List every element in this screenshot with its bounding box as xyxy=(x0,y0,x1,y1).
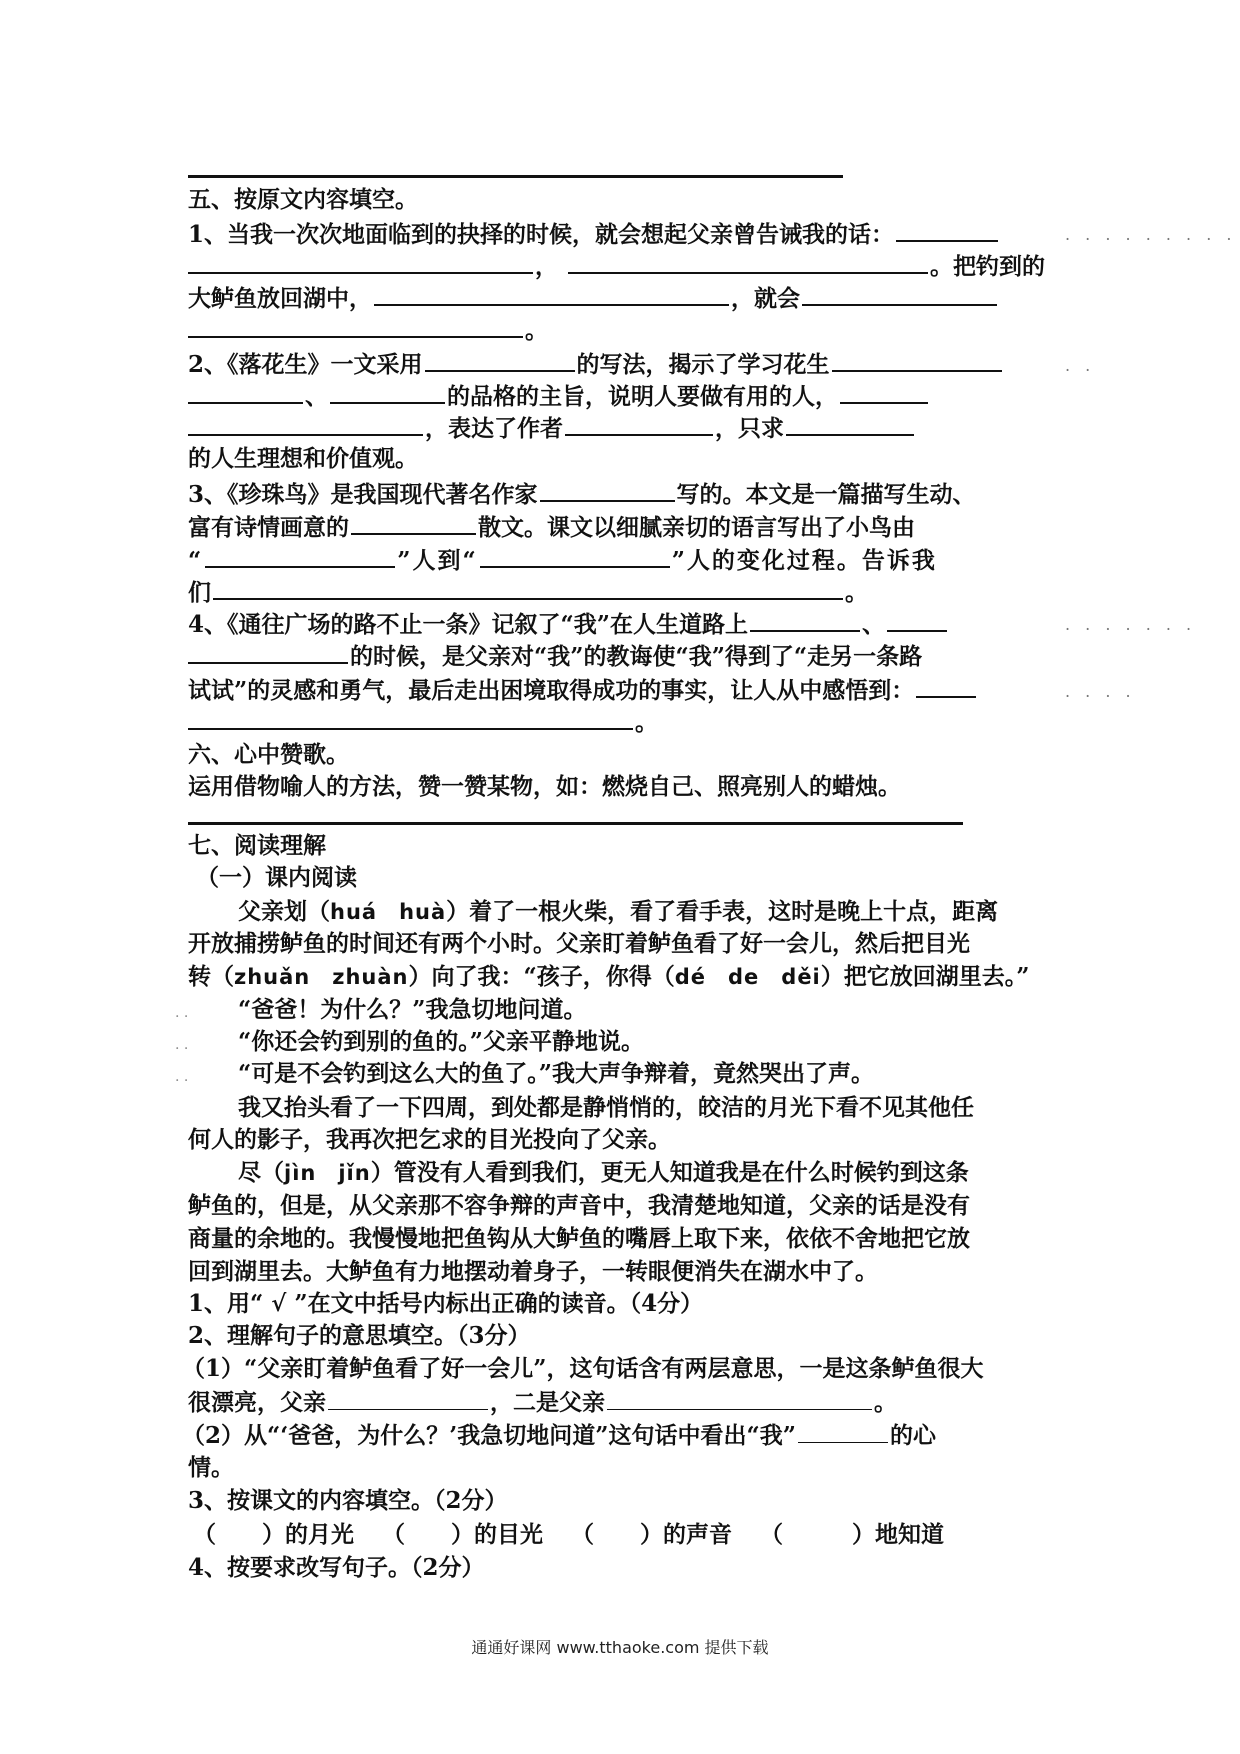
blank[interactable] xyxy=(802,282,997,306)
question-2: 2、理解句子的意思填空。（3分） xyxy=(188,1322,531,1349)
blank[interactable] xyxy=(213,576,843,600)
q5-3-line3: “ ”人到“ ”人的变化过程。告诉我 xyxy=(188,544,937,576)
margin-dots: . . . . . . . xyxy=(1065,615,1197,634)
fill-item[interactable]: （ ）的目光 xyxy=(382,1521,544,1548)
blank[interactable] xyxy=(188,314,523,338)
passage-p1-line2: 开放捕捞鲈鱼的时间还有两个小时。父亲盯着鲈鱼看了好一会儿，然后把目光 xyxy=(188,930,970,957)
blank[interactable] xyxy=(750,608,860,632)
blank[interactable] xyxy=(480,544,670,568)
passage-p6-line4: 回到湖里去。大鲈鱼有力地摆动着身子，一转眼便消失在湖水中了。 xyxy=(188,1258,878,1285)
passage-p2: “爸爸！为什么？”我急切地问道。 xyxy=(238,996,587,1023)
q5-1-line3: 大鲈鱼放回湖中， ，就会 xyxy=(188,282,999,314)
q5-4-line2: 的时候，是父亲对“我”的教诲使“我”得到了“走另一条路 xyxy=(188,640,922,672)
margin-dots: . . . . xyxy=(1065,682,1136,701)
margin-dots-left: . . xyxy=(175,1069,189,1085)
margin-dots: . . xyxy=(1065,356,1096,375)
blank[interactable] xyxy=(330,380,445,404)
blank[interactable] xyxy=(607,1387,872,1410)
blank[interactable] xyxy=(565,412,713,436)
blank[interactable] xyxy=(896,218,998,242)
q5-4-line4: 。 xyxy=(188,706,658,738)
q5-2-line2: 、 的品格的主旨，说明人要做有用的人， xyxy=(188,380,930,412)
q5-2-line3: ，表达了作者 ，只求 xyxy=(188,412,916,444)
q5-3-line4: 们 。 xyxy=(188,576,868,608)
passage-p4: “可是不会钓到这么大的鱼了。”我大声争辩着，竟然哭出了声。 xyxy=(238,1060,874,1087)
question-2-1-line2: 很漂亮，父亲 ，二是父亲 。 xyxy=(188,1389,897,1416)
top-rule xyxy=(188,175,843,178)
q5-3-line2: 富有诗情画意的 散文。课文以细腻亲切的语言写出了小鸟由 xyxy=(188,511,915,543)
blank[interactable] xyxy=(351,511,476,535)
fill-item[interactable]: （ ）的声音 xyxy=(571,1521,733,1548)
blank[interactable] xyxy=(188,380,303,404)
blank[interactable] xyxy=(798,1420,888,1443)
section-7-title: 七、阅读理解 xyxy=(188,832,326,859)
blank[interactable] xyxy=(188,412,423,436)
q5-2-line1: 2、《落花生》一文采用 的写法，揭示了学习花生 xyxy=(188,348,1004,380)
q5-3-line1: 3、《珍珠鸟》是我国现代著名作家 写的。本文是一篇描写生动、 xyxy=(188,478,976,510)
section-6-text: 运用借物喻人的方法，赞一赞某物，如：燃烧自己、照亮别人的蜡烛。 xyxy=(188,773,901,800)
passage-p5-line2: 何人的影子，我再次把乞求的目光投向了父亲。 xyxy=(188,1126,671,1153)
blank[interactable] xyxy=(328,1387,488,1410)
passage-p3: “你还会钓到别的鱼的。”父亲平静地说。 xyxy=(238,1028,644,1055)
passage-p5-line1: 我又抬头看了一下四周，到处都是静悄悄的，皎洁的月光下看不见其他任 xyxy=(238,1094,974,1121)
q5-4-line1: 4、《通往广场的路不止一条》记叙了“我”在人生道路上 、 xyxy=(188,608,949,640)
blank[interactable] xyxy=(840,380,928,404)
blank[interactable] xyxy=(374,282,729,306)
answer-line xyxy=(188,822,963,825)
passage-p6-line3: 商量的余地的。我慢慢地把鱼钩从大鲈鱼的嘴唇上取下来，依依不舍地把它放 xyxy=(188,1225,970,1252)
section-5-title: 五、按原文内容填空。 xyxy=(188,186,418,213)
margin-dots-left: . . xyxy=(175,1037,189,1053)
q5-1-line1: 1、当我一次次地面临到的抉择的时候，就会想起父亲曾告诫我的话： xyxy=(188,218,1000,250)
blank[interactable] xyxy=(188,250,533,274)
question-2-2-line1: （2）从“‘爸爸，为什么？’我急切地问道”这句话中看出“我” 的心 xyxy=(182,1422,936,1449)
section-6-title: 六、心中赞歌。 xyxy=(188,741,349,768)
q5-4-line3: 试试”的灵感和勇气，最后走出困境取得成功的事实，让人从中感悟到： xyxy=(188,674,978,706)
blank[interactable] xyxy=(188,706,633,730)
blank[interactable] xyxy=(425,348,575,372)
blank[interactable] xyxy=(540,478,675,502)
q5-1-line2: ， 。把钓到的 xyxy=(188,250,1045,282)
blank[interactable] xyxy=(568,250,928,274)
blank[interactable] xyxy=(188,640,348,664)
blank[interactable] xyxy=(205,544,395,568)
blank[interactable] xyxy=(916,674,976,698)
question-2-1-line1: （1）“父亲盯着鲈鱼看了好一会儿”，这句话含有两层意思，一是这条鲈鱼很大 xyxy=(182,1355,984,1382)
blank[interactable] xyxy=(887,608,947,632)
q5-1-line4: 。 xyxy=(188,314,548,346)
fill-item[interactable]: （ ）的月光 xyxy=(193,1521,354,1548)
margin-dots-left: . . xyxy=(175,1005,189,1021)
blank[interactable] xyxy=(832,348,1002,372)
passage-p1-line3: 转（zhuǎn zhuàn）向了我：“孩子，你得（dé de děi）把它放回湖里去。” xyxy=(188,963,1030,990)
question-1: 1、用“ √ ”在文中括号内标出正确的读音。（4分） xyxy=(188,1290,704,1317)
blank[interactable] xyxy=(786,412,914,436)
question-3: 3、按课文的内容填空。（2分） xyxy=(188,1487,508,1514)
question-3-items xyxy=(193,1520,944,1550)
section-7-subtitle: （一）课内阅读 xyxy=(196,864,357,891)
fill-item[interactable]: （ ）地知道 xyxy=(760,1521,945,1548)
passage-p6-line2: 鲈鱼的，但是，从父亲那不容争辩的声音中，我清楚地知道，父亲的话是没有 xyxy=(188,1192,970,1219)
passage-p1-line1: 父亲划（huá huà）着了一根火柴，看了看手表，这时是晚上十点，距离 xyxy=(238,898,999,925)
margin-dots: . . . . . . . . . xyxy=(1065,225,1237,244)
q5-2-line4: 的人生理想和价值观。 xyxy=(188,445,418,472)
footer-credit: 通通好课网 www.tthaoke.com 提供下载 xyxy=(471,1638,769,1657)
question-2-2-line2: 情。 xyxy=(188,1454,234,1481)
question-4: 4、按要求改写句子。（2分） xyxy=(188,1554,485,1581)
passage-p6-line1: 尽（jìn jǐn）管没有人看到我们，更无人知道我是在什么时候钓到这条 xyxy=(238,1159,969,1186)
